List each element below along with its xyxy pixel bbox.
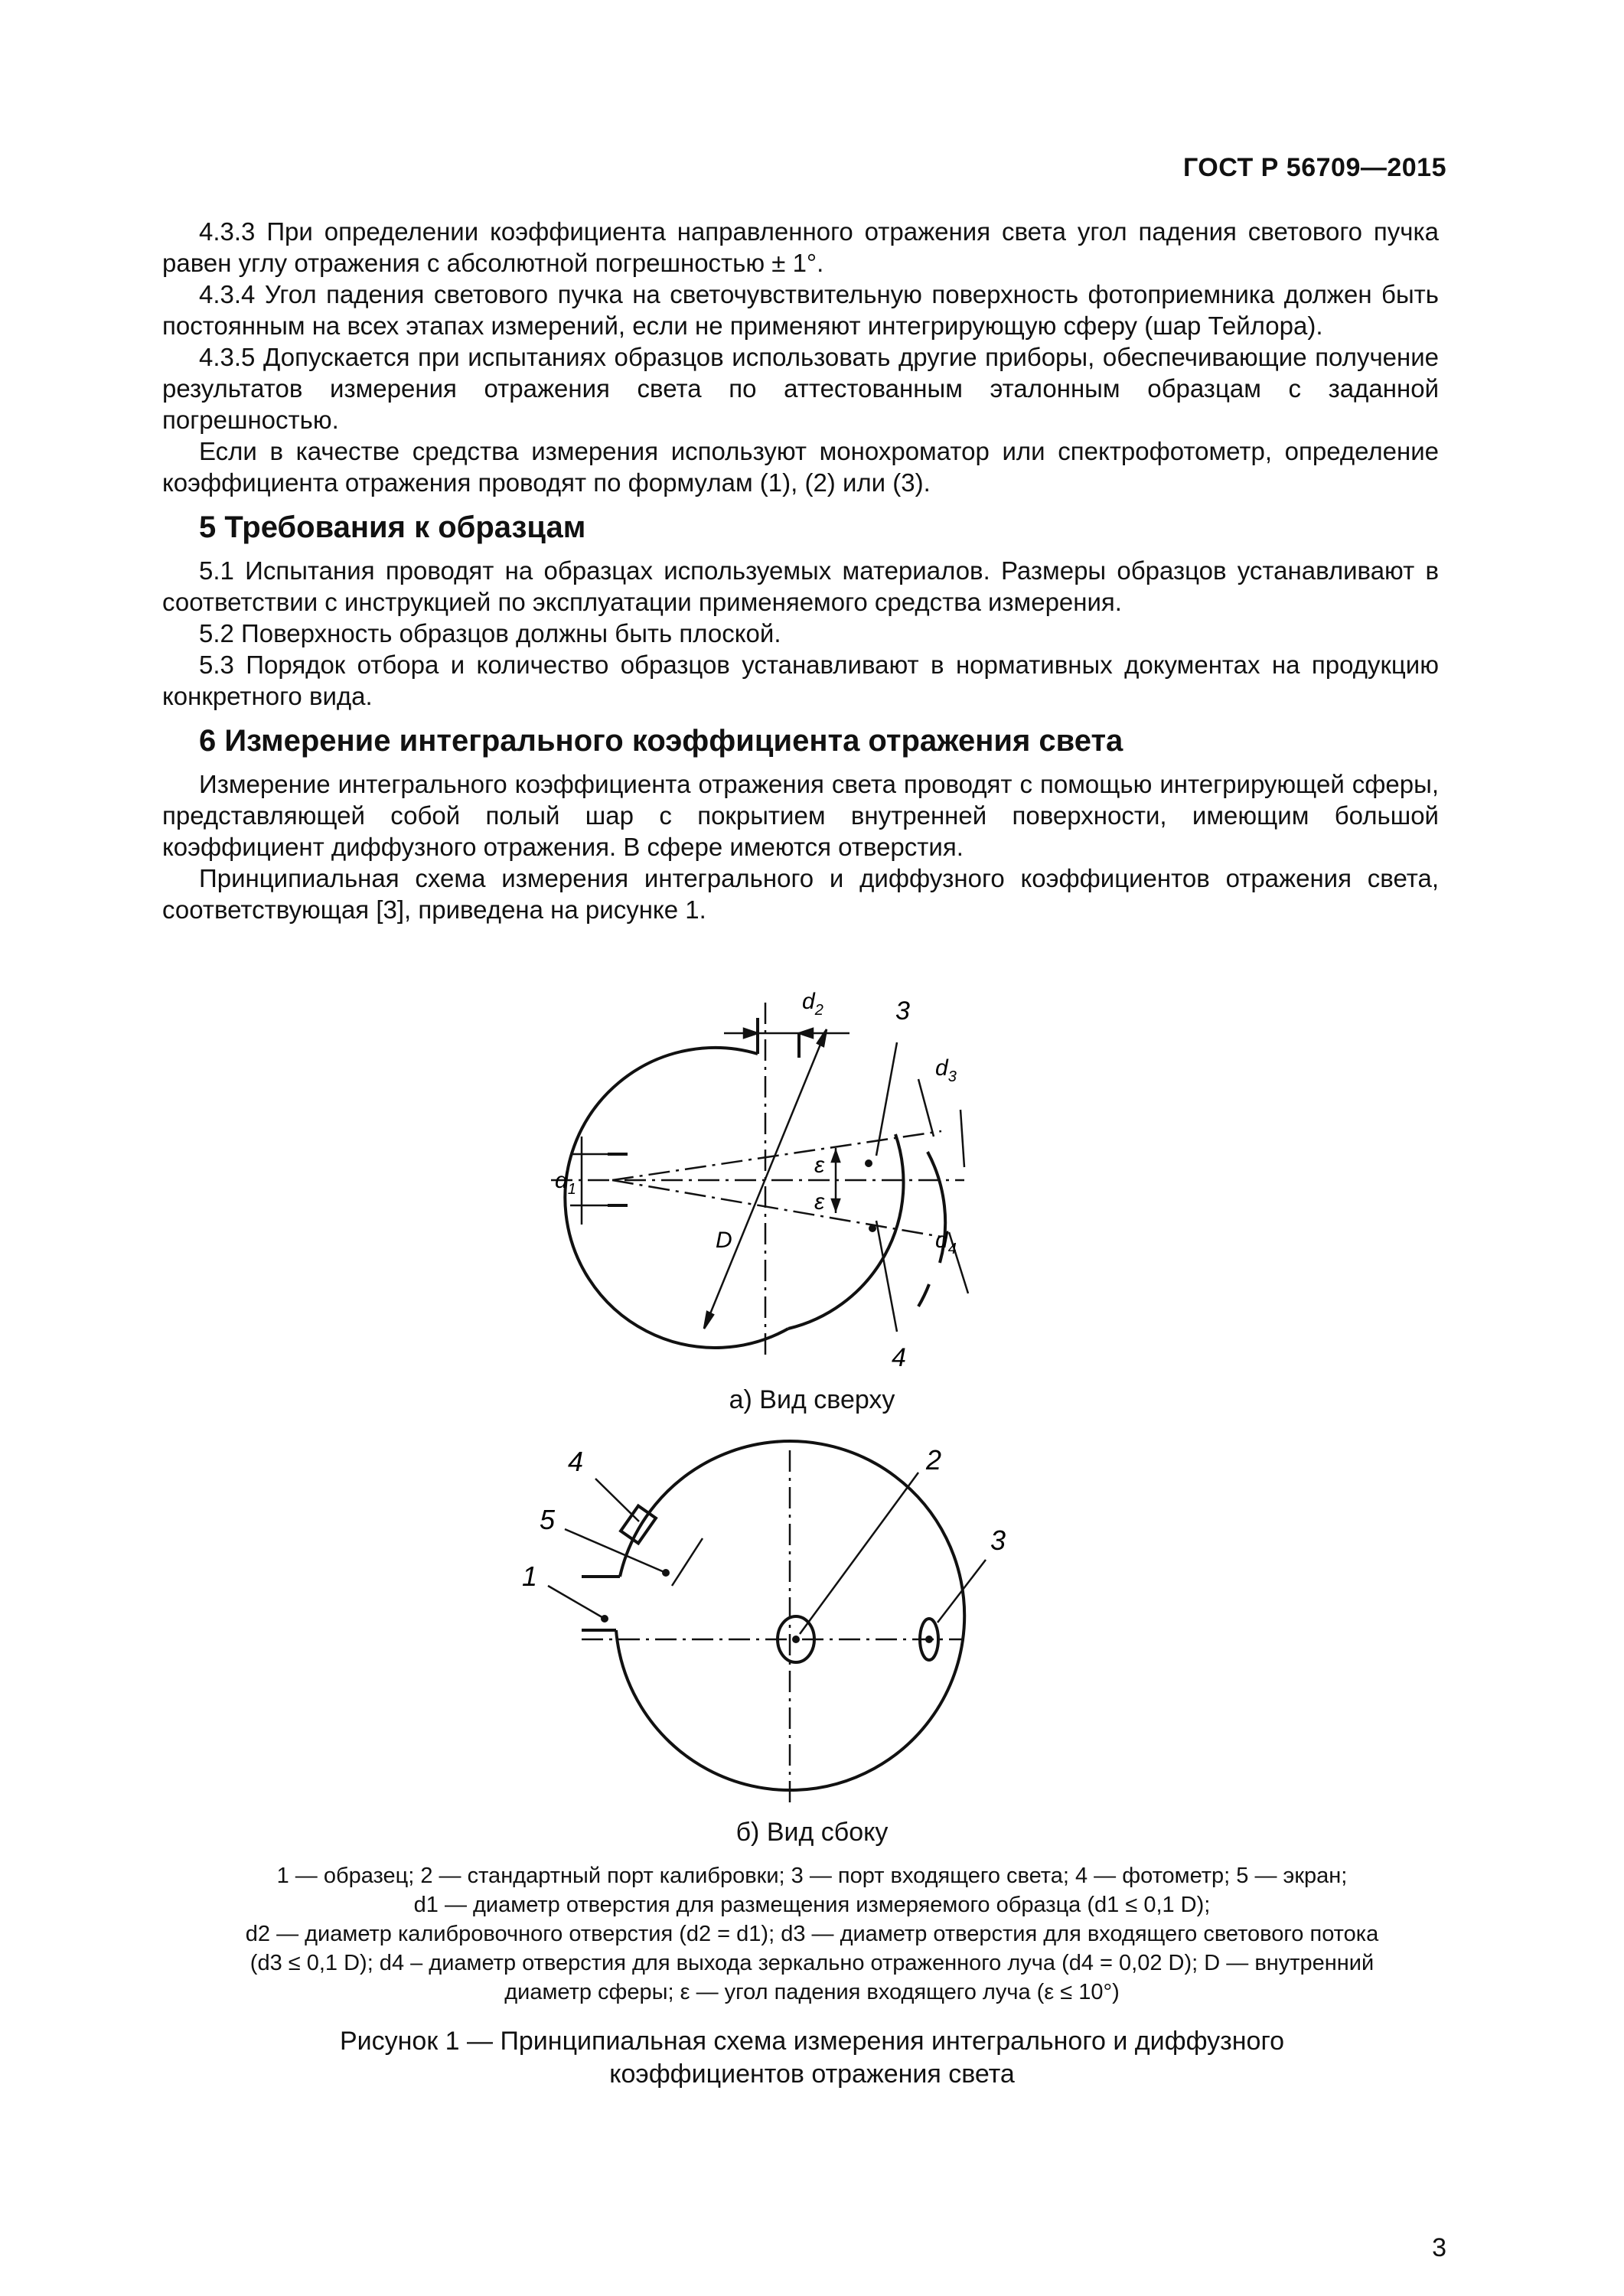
figure-title-line-2: коэффициентов отражения света: [609, 2060, 1015, 2089]
label-4-top: 4: [892, 1343, 906, 1372]
label-eps-lower: ε: [814, 1189, 825, 1215]
subcaption-top-view: а) Вид сверху: [729, 1385, 895, 1414]
label-3-top: 3: [895, 996, 910, 1026]
label-d1: $d_1$: [555, 1168, 576, 1198]
label-2-side: 2: [926, 1444, 942, 1476]
reflected-ray: [612, 1180, 941, 1237]
label-4-side: 4: [568, 1446, 584, 1477]
sphere-outline-right: [788, 1134, 904, 1329]
legend-line-5: диаметр сферы; ε — угол падения входящего луча (ε ≤ 10°): [504, 1980, 1120, 2004]
subcaption-side-view: б) Вид сбоку: [735, 1818, 889, 1847]
diameter-line: [704, 1029, 827, 1329]
paragraph-4-3-5: 4.3.5 Допускается при испытаниях образцов использовать другие приборы, обеспечивающие получение результатов измерения отражения света по аттестованным эталонным образцам с заданной погрешностью.: [162, 343, 1439, 434]
page-number: 3: [1432, 2233, 1446, 2262]
incident-ray: [612, 1131, 941, 1180]
label-3-side: 3: [990, 1525, 1006, 1556]
figure-legend: [178, 1861, 1446, 2007]
label-D: D: [716, 1228, 732, 1253]
body-text: [162, 216, 1439, 925]
label-d2: $d_2$: [802, 989, 823, 1019]
paragraph-6-figure-ref: Принципиальная схема измерения интегрального и диффузного коэффициентов отражения света, соответствующая [3], приведена на рисунке 1.: [162, 864, 1439, 924]
paragraph-4-3-5-continued: Если в качестве средства измерения используют монохроматор или спектрофотометр, определение коэффициента отражения проводят по формулам (1), (2) или (3).: [162, 437, 1439, 497]
legend-line-4: (d3 ≤ 0,1 D); d4 – диаметр отверстия для выхода зеркально отраженного луча (d4 = 0,02 D); D — внутренний: [249, 1951, 1375, 1975]
label-d3: $d_3$: [935, 1055, 957, 1085]
figure-title-line-1: Рисунок 1 — Принципиальная схема измерения интегрального и диффузного: [339, 2027, 1285, 2056]
label-eps-upper: ε: [814, 1153, 825, 1178]
sphere-top-view-diagram: [0, 972, 1624, 1385]
label-5-side: 5: [540, 1504, 556, 1535]
figure-title: [0, 2025, 1624, 2091]
document-id-header: ГОСТ Р 56709—2015: [1182, 153, 1446, 182]
legend-line-2: d1 — диаметр отверстия для размещения измеряемого образца (d1 ≤ 0,1 D);: [413, 1893, 1211, 1917]
paragraph-4-3-3: 4.3.3 При определении коэффициента направленного отражения света угол падения светового пучка равен углу отражения с абсолютной погрешностью ± 1°.: [162, 217, 1439, 277]
legend-line-3: d2 — диаметр калибровочного отверстия (d2 = d1); d3 — диаметр отверстия для входящего светового потока: [245, 1922, 1379, 1946]
paragraph-4-3-4: 4.3.4 Угол падения светового пучка на светочувствительную поверхность фотоприемника должен быть постоянным на всех этапах измерений, если не применяют интегрирующую сферу (шар Тейлора).: [162, 280, 1439, 340]
paragraph-6-intro: Измерение интегрального коэффициента отражения света проводят с помощью интегрирующей сферы, представляющей собой полый шар с покрытием внутренней поверхности, имеющим большой коэффициент диффузного отражения. В сфере имеются отверстия.: [162, 770, 1439, 861]
sphere-side-view-diagram: [0, 1439, 1624, 1814]
paragraph-5-3: 5.3 Порядок отбора и количество образцов устанавливают в нормативных документах на продукцию конкретного вида.: [162, 651, 1439, 710]
section-5-title: 5 Требования к образцам: [199, 510, 586, 544]
label-1-side: 1: [522, 1561, 538, 1592]
section-6-title: 6 Измерение интегрального коэффициента отражения света: [199, 724, 1123, 758]
paragraph-5-1: 5.1 Испытания проводят на образцах используемых материалов. Размеры образцов устанавливают в соответствии с инструкцией по эксплуатации применяемого средства измерения.: [162, 556, 1439, 616]
paragraph-5-2: 5.2 Поверхность образцов должны быть плоской.: [199, 619, 781, 647]
legend-line-1: 1 — образец; 2 — стандартный порт калибровки; 3 — порт входящего света; 4 — фотометр; 5 — экран;: [276, 1864, 1348, 1888]
sphere-outline-top: [565, 1048, 788, 1348]
label-d4: $d_4$: [935, 1228, 957, 1257]
